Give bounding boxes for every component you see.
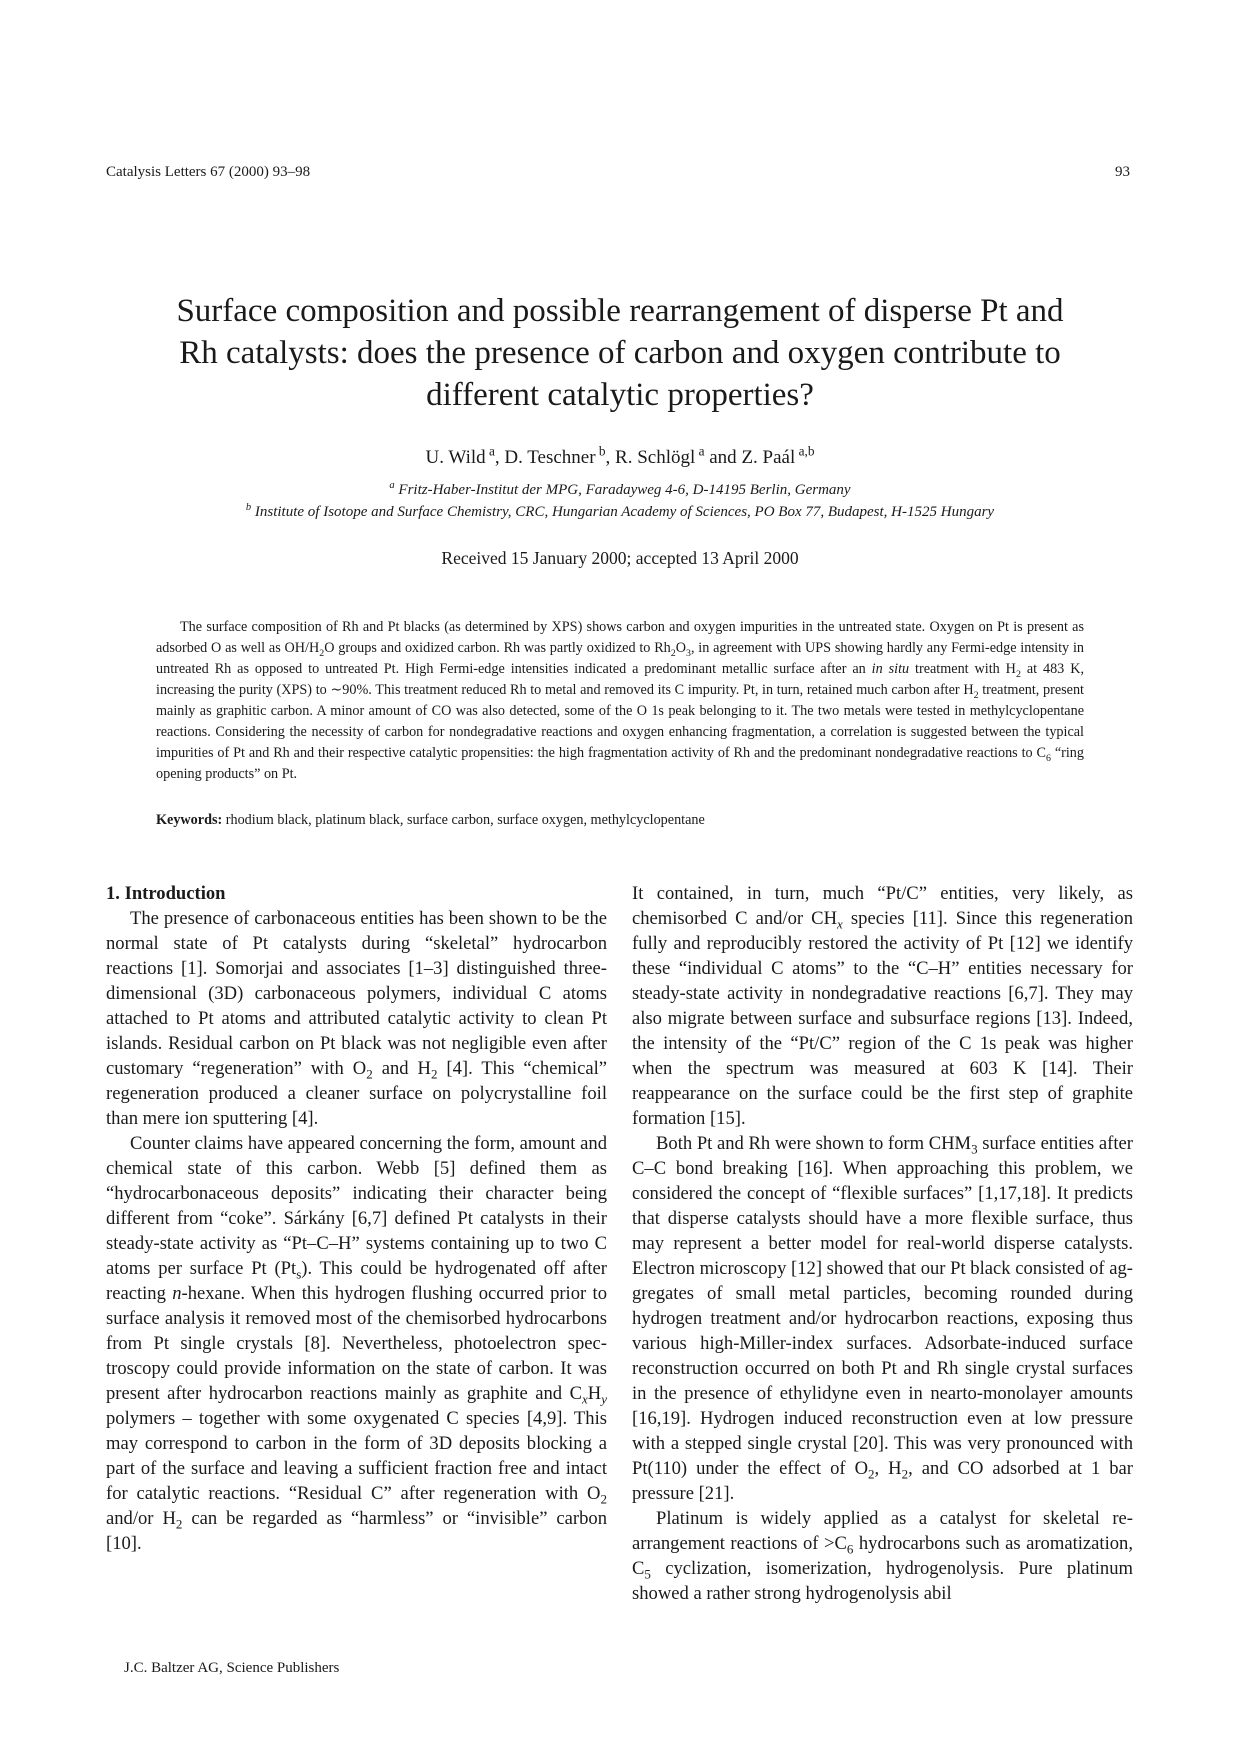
author-affiliation-mark: a — [488, 443, 495, 459]
running-header-page-number: 93 — [1115, 164, 1130, 180]
keywords-text: rhodium black, platinum black, surface carbon, surface oxygen, methylcyclopentane — [225, 812, 705, 828]
body-paragraph: Both Pt and Rh were shown to form $CHM_3$ surface entities after C–C bond breaking [16]. When approaching this problem, we considered the concept of “flexible surfaces” [1,17,18]. It predicts that disperse catalysts should have a more flexible surface, thus may represent a better model for real-world disperse catalysts. Electron microscopy [12] showed that our Pt black consisted of aggregates of small metal particles, becoming rounded during hydrogen treatment and/or hydrocarbon reactions, exposing thus various high-Miller-index surfaces. Adsorbate-induced surface reconstruction occurred on both Pt and Rh single crystal surfaces in the presence of ethylidyne even in nearto-monolayer amounts [16,19]. Hydrogen induced reconstruction even at low pressure with a stepped single crystal [20]. This was very pronounced with Pt(110) under the effect of $O_2$, $H_2$, and CO adsorbed at 1 bar pressure [21]. — [632, 1133, 1133, 1504]
author-separator: , — [494, 447, 505, 468]
body-paragraph: Platinum is widely applied as a catalyst for skeletal rearrangement reactions of $>C_6$ hydrocarbons such as aromatization, $C_5$ cyclization, isomerization, hydrogenolysis. Pure platinum showed a rather strong hydrogenolysis abil — [632, 1508, 1133, 1604]
affiliation-mark: b — [245, 502, 252, 513]
keywords — [156, 812, 1084, 829]
body-paragraph: Counter claims have appeared concerning the form, amount and chemical state of this carbon. Webb [5] defined them as “hydrocarbonaceous deposits” indicating their character being different from “coke”. Sárkány [6,7] defined Pt catalysts in their steady-state activity as “Pt–C–H” systems containing up to two C atoms per surface Pt $(Pt_s)$. This could be hydrogenated off after reacting n-hexane. When this hydrogen flushing occurred prior to surface analysis it removed most of the chemisorbed hydrocarbons from Pt single crystals [8]. Nevertheless, photoelectron spectroscopy could provide information on the state of carbon. It was present after hydrocarbon reactions mainly as graphite and $C_xH_y$ polymers – together with some oxygenated C species [4,9]. This may correspond to carbon in the form of 3D deposits blocking a part of the surface and leaving a sufficient fraction free and intact for catalytic reactions. “Residual C” after regeneration with $O_2$ and/or $H_2$ can be regarded as “harmless” or “invisible” carbon [10]. — [106, 1133, 607, 1554]
author-affiliation-mark: a,b — [798, 443, 815, 459]
author-name: Z. Paál — [741, 447, 796, 468]
body-paragraph: The presence of carbonaceous entities has been shown to be the normal state of Pt catalysts during “skeletal” hydrocarbon reactions [1]. Somorjai and associates [1–3] distinguished three-dimensional (3D) carbonaceous polymers, individual C atoms attached to Pt atoms and attributed catalytic activity to clean Pt islands. Residual carbon on Pt black was not negligible even after customary “regeneration” with $O_2$ and $H_2$ [4]. This “chemical” regeneration produced a cleaner surface on polycrystalline foil than mere ion sputtering [4]. — [106, 908, 607, 1129]
abstract: The surface composition of Rh and Pt blacks (as determined by XPS) shows carbon and oxygen impurities in the untreated state. Oxygen on Pt is present as adsorbed O as well as $OH/H_2O$ groups and oxidized carbon. Rh was partly oxidized to $Rh_2O_3$, in agreement with UPS showing hardly any Fermi-edge intensity in untreated Rh as opposed to untreated Pt. High Fermi-edge intensities indicated a predominant metallic surface after an in situ treatment with $H_2$ at 483 K, increasing the purity (XPS) to ∼90%. This treatment reduced Rh to metal and removed its C impurity. Pt, in turn, retained much carbon after $H_2$ treatment, present mainly as graphitic carbon. A minor amount of CO was also detected, some of the O 1s peak belonging to it. The two metals were tested in methylcyclopentane reactions. Considering the necessity of carbon for nondegradative reactions and oxygen enhancing fragmentation, a correlation is suggested between the typical impurities of Pt and Rh and their respective catalytic propensities: the high fragmentation activity of Rh and the predominant nondegradative reactions to $C_6$ “ring opening products” on Pt. — [156, 619, 1084, 782]
author-name: U. Wild — [425, 447, 486, 468]
author-affiliation-mark: a — [698, 443, 705, 459]
author-name: D. Teschner — [504, 447, 596, 468]
keywords-label: Keywords: — [156, 812, 223, 828]
author-separator: , — [605, 447, 616, 468]
title-line: Surface composition and possible rearrangement of disperse Pt and — [176, 293, 1064, 329]
author-list — [130, 443, 1110, 469]
body-column-right — [632, 881, 1133, 1606]
paper-title — [130, 290, 1110, 416]
received-dates: Received 15 January 2000; accepted 13 April 2000 — [441, 548, 799, 568]
author-affiliation-mark: b — [598, 443, 606, 459]
publisher-footer: J.C. Baltzer AG, Science Publishers — [124, 1660, 340, 1676]
affiliation-b — [100, 504, 1140, 521]
affiliation-text: Fritz-Haber-Institut der MPG, Faradayweg 4-6, D-14195 Berlin, Germany — [398, 482, 851, 498]
section-heading: 1. Introduction — [106, 883, 226, 904]
title-line: Rh catalysts: does the presence of carbon and oxygen contribute to — [179, 335, 1061, 371]
body-column-left — [106, 881, 607, 1556]
author-name: R. Schlögl — [615, 447, 696, 468]
running-header-journal: Catalysis Letters 67 (2000) 93–98 — [106, 164, 311, 180]
affiliation-mark: a — [389, 480, 395, 491]
body-paragraph: It contained, in turn, much “Pt/C” entities, very likely, as chemisorbed C and/or $CH_x$ species [11]. Since this regeneration fully and reproducibly restored the activity of Pt [12] we identify these “individual C atoms” to the “C–H” entities necessary for steady-state activity in nondegradative reactions [6,7]. They may also migrate between surface and subsurface regions [13]. Indeed, the intensity of the “Pt/C” region of the C 1s peak was higher when the spectrum was measured at 603 K [14]. Their reappearance on the surface could be the first step of graphite formation [15]. — [632, 883, 1133, 1129]
title-line: different catalytic properties? — [426, 377, 814, 413]
affiliation-text: Institute of Isotope and Surface Chemistry, CRC, Hungarian Academy of Sciences, PO Box 77, Budapest, H-1525 Hungary — [254, 504, 995, 520]
affiliation-a — [100, 482, 1140, 499]
author-and: and — [704, 447, 742, 468]
